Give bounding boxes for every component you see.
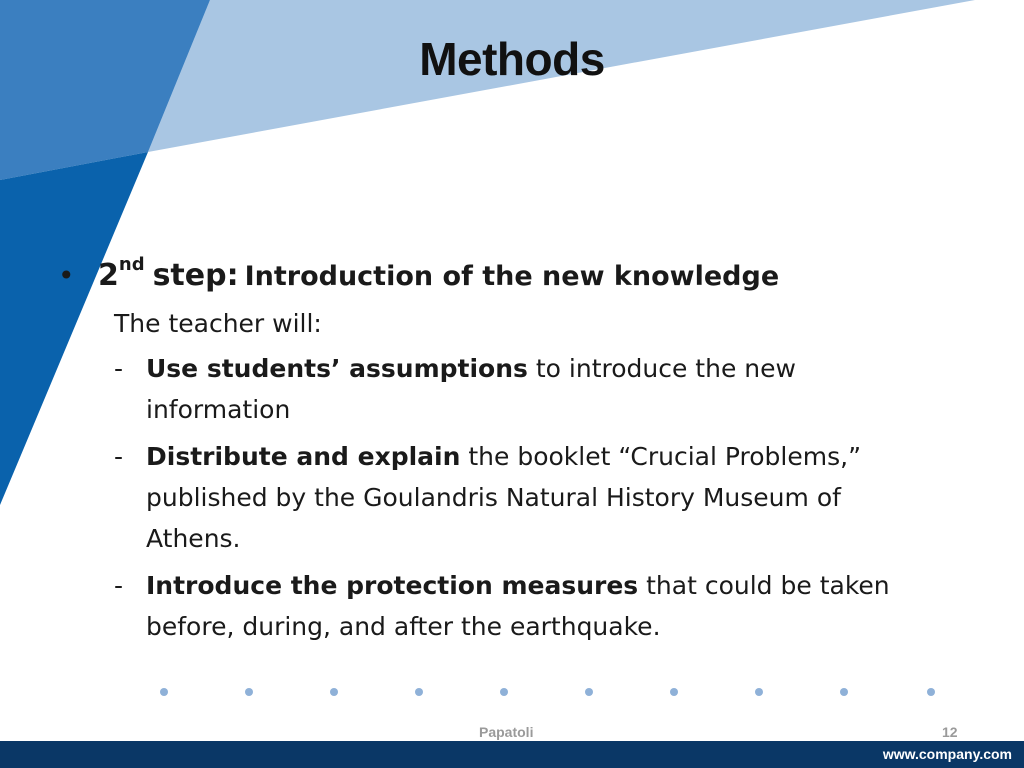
decorative-dots [160, 688, 940, 698]
list-item [114, 565, 958, 647]
list-item-text [146, 436, 936, 559]
decorative-dot [755, 688, 763, 696]
footer-author: Papatoli [479, 724, 534, 740]
step-ordinal-suffix: nd [118, 254, 145, 275]
decorative-dot [330, 688, 338, 696]
page-number: 12 [942, 724, 958, 740]
slide-title: Methods [419, 33, 605, 85]
decorative-dot [245, 688, 253, 696]
step-label: step: [152, 258, 239, 293]
list-item-text [146, 565, 936, 647]
step-number: 2nd [98, 254, 145, 293]
bottom-bar [0, 741, 1024, 768]
list-item-rest: that could be taken before, during, and after the earthquake. [146, 571, 890, 641]
step-subtitle: Introduction of the new knowledge [244, 261, 780, 292]
slide-content [58, 244, 958, 647]
decorative-dot [415, 688, 423, 696]
decorative-dot [500, 688, 508, 696]
list-item-bold: Introduce the protection measures [146, 571, 639, 600]
footer-url: www.company.com [882, 746, 1012, 762]
list-item-text [146, 348, 936, 430]
intro-line: The teacher will: [114, 309, 322, 338]
step-heading [58, 244, 958, 302]
decorative-dot [585, 688, 593, 696]
decorative-dot [840, 688, 848, 696]
decorative-dot [927, 688, 935, 696]
list-item-rest: to introduce the new information [146, 354, 796, 424]
list-item-rest: the booklet “Crucial Problems,” published by the Goulandris Natural History Museum of Athens. [146, 442, 862, 553]
dash-mark: - [114, 571, 124, 600]
list-item-bold: Use students’ assumptions [146, 354, 528, 383]
decorative-dot [670, 688, 678, 696]
bullet-icon: • [58, 259, 75, 292]
list-item-bold: Distribute and explain [146, 442, 461, 471]
dash-mark: - [114, 354, 124, 383]
decorative-dot [160, 688, 168, 696]
list-item [114, 348, 958, 430]
list-item [114, 436, 958, 559]
dash-mark: - [114, 442, 124, 471]
